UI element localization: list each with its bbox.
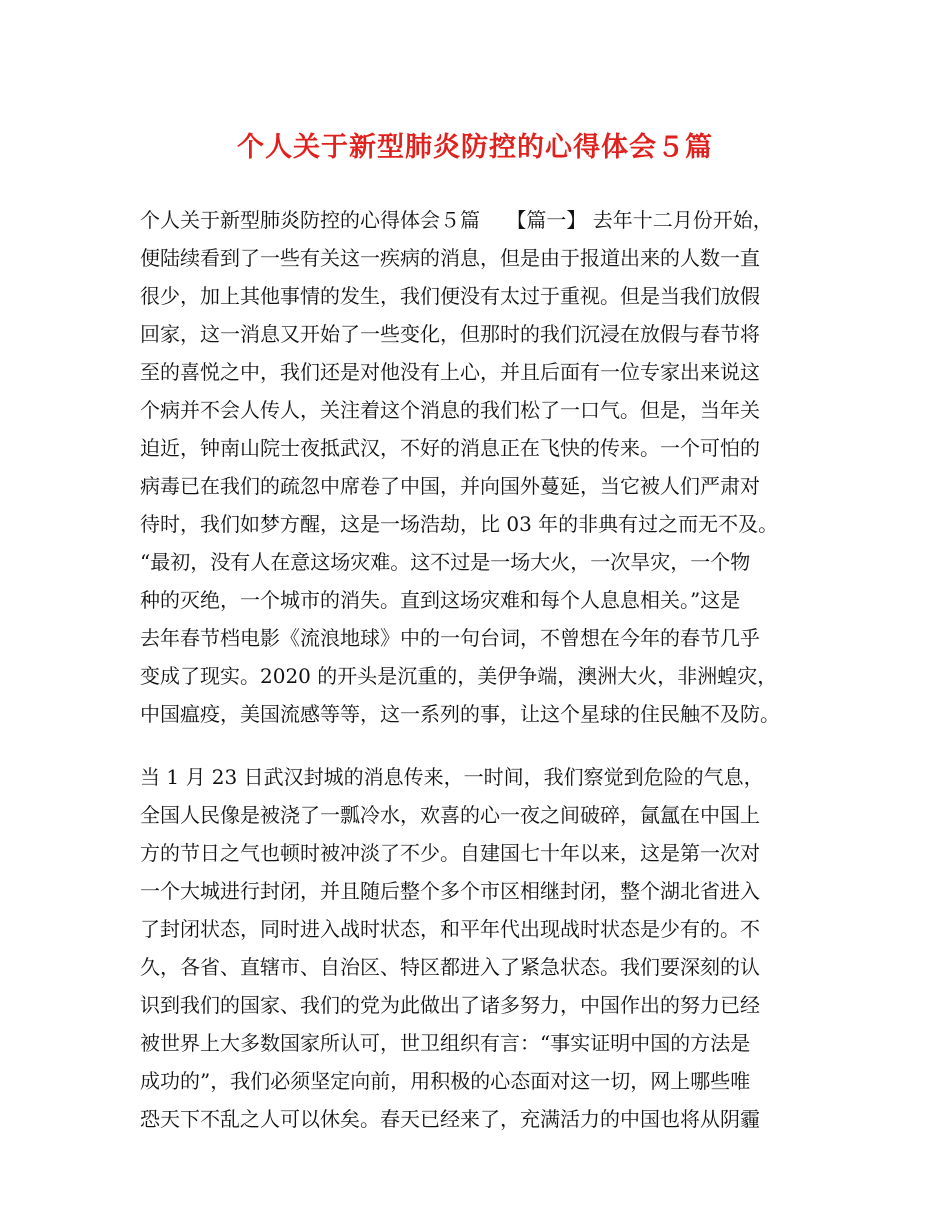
document-title: 个人关于新型肺炎防控的心得体会５篇 [237,132,713,163]
paragraph-line: 种的灭绝，一个城市的消失。直到这场灾难和每个人息息相关。”这是 [140,588,741,612]
paragraph-line: 个人关于新型肺炎防控的心得体会５篇 【篇一】 去年十二月份开始， [140,208,773,232]
paragraph-line: 了封闭状态，同时进入战时状态，和平年代出现战时状态是少有的。不 [140,917,760,941]
paragraph-line: 识到我们的国家、我们的党为此做出了诸多努力，中国作出的努力已经 [140,993,760,1017]
paragraph-line: 迫近，钟南山院士夜抵武汉，不好的消息正在飞快的传来。一个可怕的 [140,436,760,460]
paragraph-line: 恐天下不乱之人可以休矣。春天已经来了，充满活力的中国也将从阴霾 [140,1107,760,1131]
paragraph-line: 一个大城进行封闭，并且随后整个多个市区相继封闭，整个湖北省进入 [140,879,760,903]
paragraph-line: 久，各省、直辖市、自治区、特区都进入了紧急状态。我们要深刻的认 [140,955,760,979]
paragraph-line: 去年春节档电影《流浪地球》中的一句台词，不曾想在今年的春节几乎 [140,626,760,650]
paragraph-line: 便陆续看到了一些有关这一疾病的消息，但是由于报道出来的人数一直 [140,246,760,270]
paragraph-line: 中国瘟疫，美国流感等等，这一系列的事，让这个星球的住民触不及防。 [140,702,780,726]
paragraph-line: 病毒已在我们的疏忽中席卷了中国，并向国外蔓延，当它被人们严肃对 [140,474,760,498]
paragraph-line: 被世界上大多数国家所认可，世卫组织有言：“事实证明中国的方法是 [140,1031,751,1055]
paragraph-line: 至的喜悦之中，我们还是对他没有上心，并且后面有一位专家出来说这 [140,360,760,384]
paragraph-line: 当 1 月 23 日武汉封城的消息传来，一时间，我们察觉到危险的气息， [140,765,764,789]
paragraph-line: 成功的”，我们必须坚定向前，用积极的心态面对这一切，网上哪些唯 [140,1069,751,1093]
paragraph-line: 个病并不会人传人，关注着这个消息的我们松了一口气。但是，当年关 [140,398,760,422]
paragraph-line: 待时，我们如梦方醒，这是一场浩劫，比 03 年的非典有过之而无不及。 [140,512,779,536]
paragraph-line: 回家，这一消息又开始了一些变化，但那时的我们沉浸在放假与春节将 [140,322,760,346]
paragraph-line: 全国人民像是被浇了一瓢冷水，欢喜的心一夜之间破碎，氤氲在中国上 [140,803,760,827]
paragraph-line: 方的节日之气也顿时被冲淡了不少。自建国七十年以来，这是第一次对 [140,841,760,865]
paragraph-line: 很少，加上其他事情的发生，我们便没有太过于重视。但是当我们放假 [140,284,760,308]
paragraph-line: 变成了现实。2020 的开头是沉重的，美伊争端，澳洲大火，非洲蝗灾， [140,664,778,688]
paragraph-line: “最初，没有人在意这场灾难。这不过是一场大火，一次旱灾，一个物 [140,550,751,574]
